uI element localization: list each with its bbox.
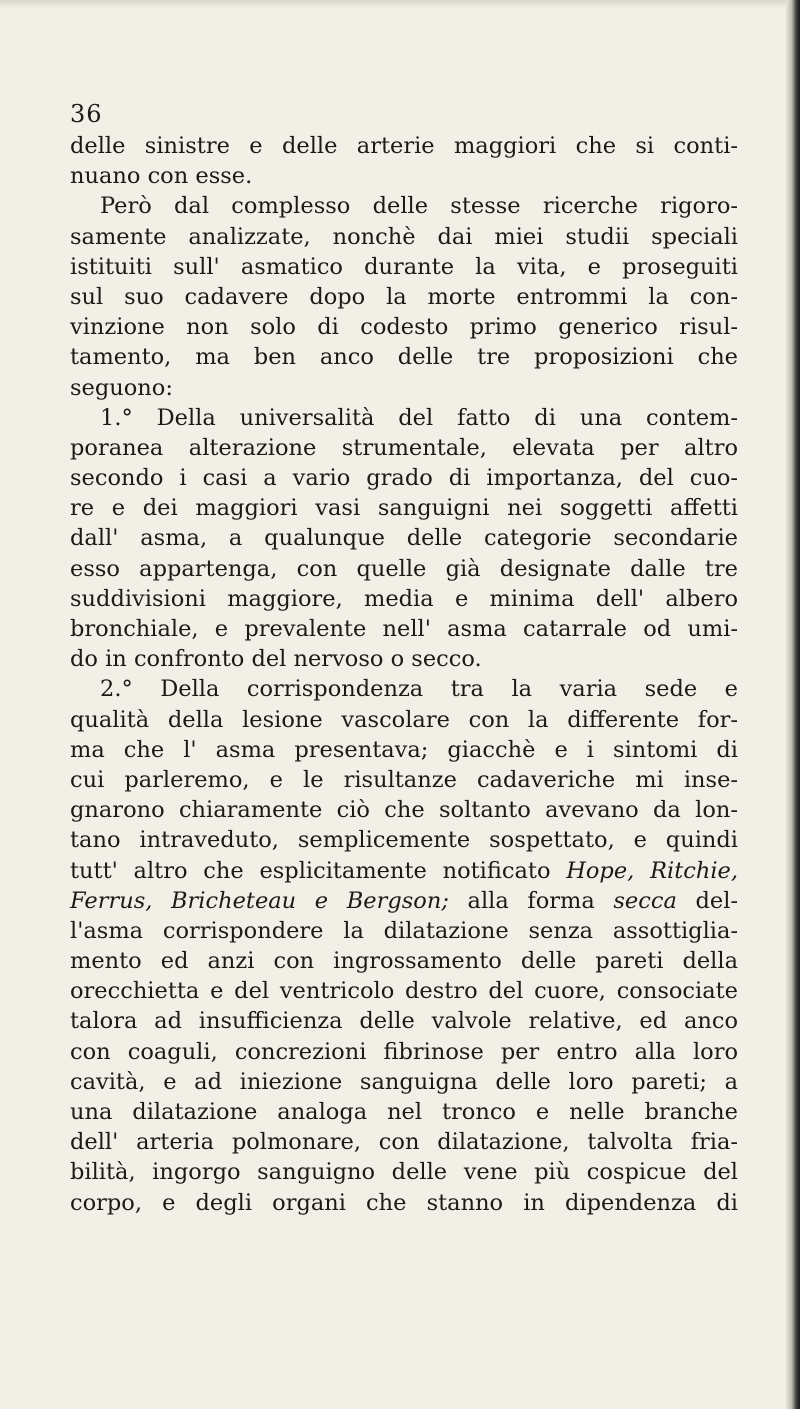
text-line: istituiti sull' asmatico durante la vita, e proseguiti xyxy=(70,253,738,280)
text-line: cavità, e ad iniezione sanguigna delle loro pareti; a xyxy=(70,1068,738,1095)
text-line: seguono: xyxy=(70,374,173,401)
text-segment: tutt' altro che esplicitamente notificato xyxy=(70,857,567,884)
text-line: mento ed anzi con ingrossamento delle pareti della xyxy=(70,948,738,975)
text-line: 1.° Della universalità del fatto di una contem- xyxy=(100,404,738,431)
text-line: esso appartenga, con quelle già designate dalle tre xyxy=(70,555,738,582)
text-line: secondo i casi a vario grado di importanza, del cuo- xyxy=(70,465,738,492)
italic-text: Hope, Ritchie, xyxy=(566,857,738,884)
text-line: delle sinistre e delle arterie maggiori che si conti- xyxy=(70,133,738,159)
text-line: gnarono chiaramente ciò che soltanto avevano da lon- xyxy=(70,797,738,824)
text-line: dell' arteria polmonare, con dilatazione, talvolta fria- xyxy=(70,1129,738,1156)
text-line: bronchiale, e prevalente nell' asma catarrale od umi- xyxy=(70,616,738,642)
text-line: cui parleremo, e le risultanze cadaveriche mi inse- xyxy=(70,766,738,793)
text-line: suddivisioni maggiore, media e minima dell' albero xyxy=(70,585,738,612)
text-line: poranea alterazione strumentale, elevata per altro xyxy=(70,434,738,461)
text-line: qualità della lesione vascolare con la differente for- xyxy=(70,706,738,733)
text-line: do in confronto del nervoso o secco. xyxy=(70,646,482,673)
text-line: l'asma corrispondere la dilatazione senza assottiglia- xyxy=(70,917,738,944)
text-line xyxy=(70,856,738,886)
text-line xyxy=(70,886,738,916)
text-line: corpo, e degli organi che stanno in dipendenza di xyxy=(70,1189,738,1216)
text-line: ma che l' asma presentava; giacchè e i sintomi di xyxy=(70,736,738,763)
page-top-edge xyxy=(0,0,800,8)
text-line: una dilatazione analoga nel tronco e nelle branche xyxy=(70,1099,738,1125)
text-line: dall' asma, a qualunque delle categorie secondarie xyxy=(70,525,738,552)
text-line: bilità, ingorgo sanguigno delle vene più cospicue del xyxy=(70,1159,738,1186)
italic-text: secca xyxy=(613,887,677,914)
text-line: 2.° Della corrispondenza tra la varia sede e xyxy=(100,676,738,703)
text-segment: alla forma xyxy=(448,887,614,914)
body-text xyxy=(70,131,738,1218)
text-line: con coaguli, concrezioni fibrinose per entro alla loro xyxy=(70,1038,738,1065)
text-line: nuano con esse. xyxy=(70,163,253,190)
text-line: re e dei maggiori vasi sanguigni nei soggetti affetti xyxy=(70,495,738,522)
text-line: samente analizzate, nonchè dai miei studii speciali xyxy=(70,223,738,250)
text-line: talora ad insufficienza delle valvole relative, ed anco xyxy=(70,1008,738,1035)
page-number: 36 xyxy=(70,100,103,128)
page-right-edge xyxy=(786,0,800,1409)
text-line: tano intraveduto, semplicemente sospettato, e quindi xyxy=(70,827,738,854)
text-line: Però dal complesso delle stesse ricerche rigoro- xyxy=(100,193,738,220)
text-line: tamento, ma ben anco delle tre proposizioni che xyxy=(70,344,738,371)
text-line: vinzione non solo di codesto primo generico risul- xyxy=(70,314,738,341)
text-segment: del- xyxy=(676,887,738,914)
italic-text: Ferrus, Bricheteau e Bergson; xyxy=(70,887,449,914)
text-line: sul suo cadavere dopo la morte entrommi la con- xyxy=(70,283,738,310)
text-line: orecchietta e del ventricolo destro del cuore, consociate xyxy=(70,978,738,1005)
